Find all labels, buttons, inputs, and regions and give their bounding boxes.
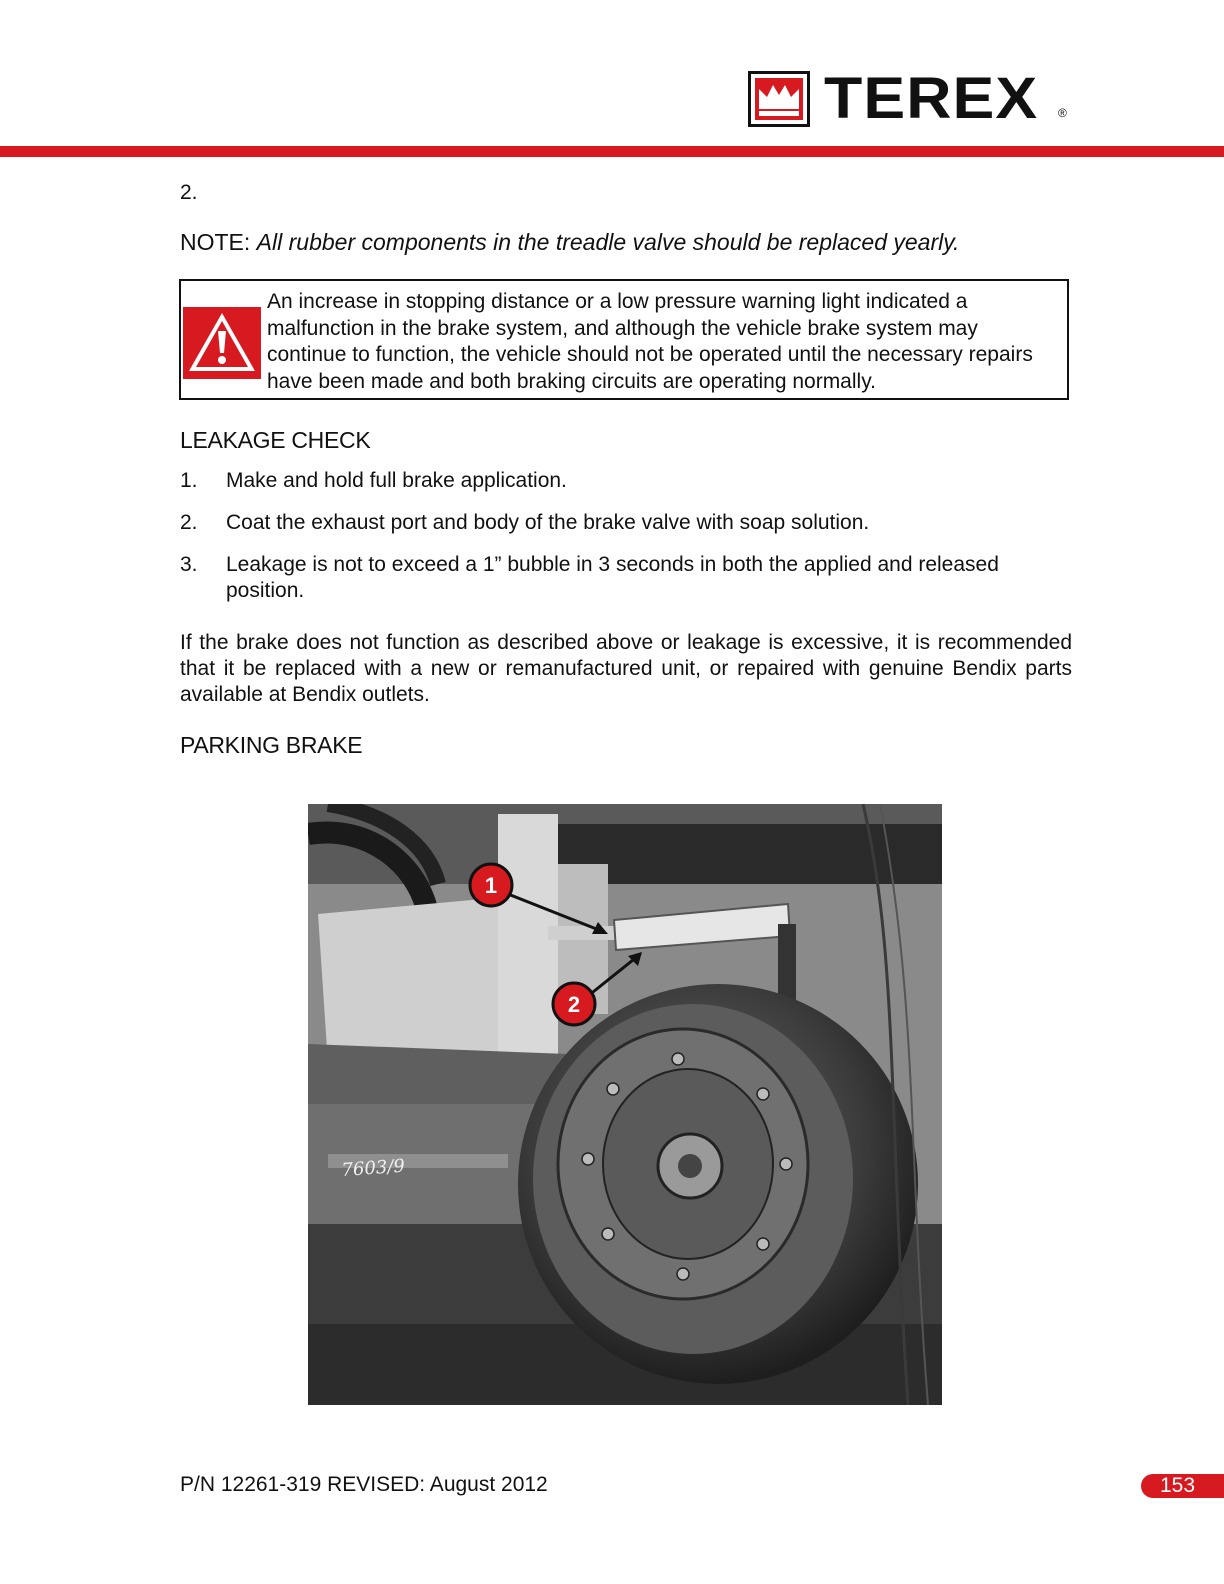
parking-brake-heading: PARKING BRAKE [180, 732, 363, 758]
callout-2: 2 [567, 992, 581, 1017]
callout-1: 1 [484, 873, 498, 898]
list-item-number: 2. [180, 511, 198, 534]
warning-text: An increase in stopping distance or a low pressure warning light indicated a malfunction in the brake system, and although the vehicle brake system may continue to function, the vehicle should not be operated until the necessary repairs have been made and both braking circuits are operating normally. [267, 290, 1033, 393]
replacement-paragraph: If the brake does not function as described above or leakage is excessive, it is recommended that it be replaced with a new or remanufactured unit, or repaired with genuine Bendix parts available at Bendix outlets. [180, 631, 1072, 706]
terex-logo [748, 66, 1067, 131]
list-item-text: Make and hold full brake application. [226, 469, 567, 492]
warning-box [179, 279, 1069, 400]
list-item [180, 510, 1072, 536]
parking-brake-illustration [308, 804, 942, 1405]
list-item [180, 552, 1072, 604]
list-item-number: 3. [180, 553, 198, 576]
list-item [180, 468, 1072, 494]
leakage-steps [180, 468, 1072, 620]
list-item-text: Coat the exhaust port and body of the brake valve with soap solution. [226, 511, 870, 534]
registered-mark: ® [1058, 106, 1067, 120]
parking-brake-photo [308, 804, 942, 1405]
page-number-badge: 153 [1141, 1474, 1224, 1498]
handwritten-marking: 7603/9 [340, 1155, 406, 1181]
list-item-text: Leakage is not to exceed a 1” bubble in 3 seconds in both the applied and released position. [226, 553, 999, 602]
brand-name: TEREX [824, 66, 1039, 131]
leakage-check-heading: LEAKAGE CHECK [180, 427, 371, 453]
terex-crown-logo-icon [748, 71, 810, 127]
header-rule [0, 146, 1224, 157]
note-text: All rubber components in the treadle valve should be replaced yearly. [256, 229, 960, 255]
footer-part-number: P/N 12261-319 REVISED: August 2012 [180, 1473, 548, 1496]
note [180, 229, 1072, 255]
warning-triangle-icon [183, 307, 261, 379]
step-number: 2. [180, 181, 198, 204]
list-item-number: 1. [180, 469, 198, 492]
note-label: NOTE: [180, 229, 251, 255]
